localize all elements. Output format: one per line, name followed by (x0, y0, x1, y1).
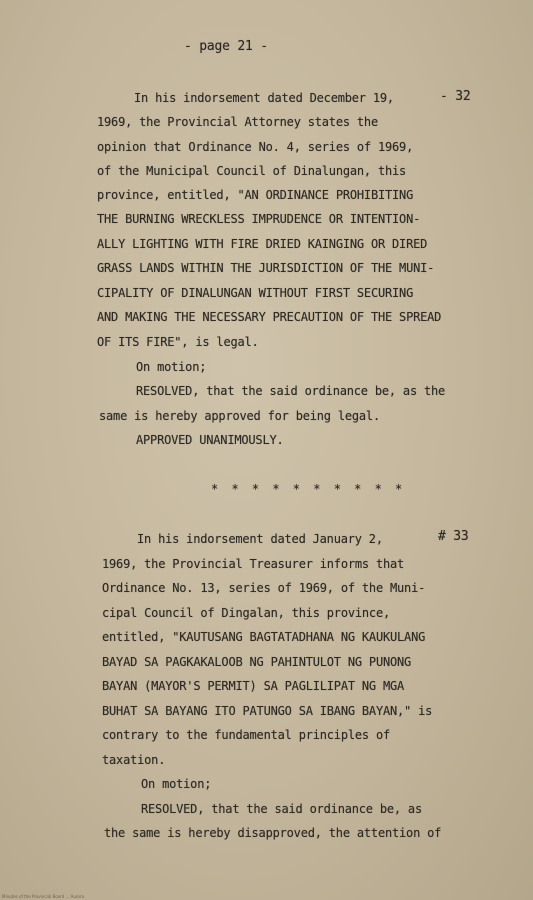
section-33-line-2: 1969, the Provincial Treasurer informs that (102, 557, 405, 571)
page-header: - page 21 - (184, 39, 268, 54)
section-32-line-12: On motion; (136, 360, 207, 374)
section-32-line-6: THE BURNING WRECKLESS IMPRUDENCE OR INTENTION- (97, 212, 421, 226)
section-33-line-7: BAYAN (MAYOR'S PERMIT) SA PAGLILIPAT NG MGA (102, 679, 405, 693)
section-32-line-7: ALLY LIGHTING WITH FIRE DRIED KAINGING OR DIRED (97, 237, 428, 251)
section-32-line-9: CIPALITY OF DINALUNGAN WITHOUT FIRST SECURING (97, 286, 414, 300)
section-33-line-1: In his indorsement dated January 2, (137, 532, 383, 546)
section-33-line-3: Ordinance No. 13, series of 1969, of the Muni- (102, 581, 426, 595)
section-32-line-2: 1969, the Provincial Attorney states the (97, 115, 378, 129)
section-33-line-8: BUHAT SA BAYANG ITO PATUNGO SA IBANG BAYAN," is (102, 704, 433, 718)
section-32-line-14: same is hereby approved for being legal. (99, 409, 380, 423)
section-32-line-4: of the Municipal Council of Dinalungan, this (97, 164, 407, 178)
section-33-line-12: RESOLVED, that the said ordinance be, as (141, 802, 422, 816)
section-32-line-13: RESOLVED, that the said ordinance be, as the (136, 384, 446, 398)
section-33-line-6: BAYAD SA PAGKAKALOOB NG PAHINTULOT NG PUNONG (102, 655, 412, 669)
resolution-number-33: # 33 (438, 529, 469, 544)
scan-footer: Minutes of the Provincial Board ... Aurora (2, 894, 84, 899)
section-33-line-9: contrary to the fundamental principles of (102, 728, 391, 742)
section-33-line-10: taxation. (102, 753, 166, 767)
section-32-line-15: APPROVED UNANIMOUSLY. (136, 433, 284, 447)
section-32-line-11: OF ITS FIRE", is legal. (97, 335, 259, 349)
section-32-line-3: opinion that Ordinance No. 4, series of 1969, (97, 140, 414, 154)
section-33-line-5: entitled, "KAUTUSANG BAGTATADHANA NG KAUKULANG (102, 630, 426, 644)
section-33-line-11: On motion; (141, 777, 212, 791)
section-33-line-4: cipal Council of Dingalan, this province, (102, 606, 391, 620)
resolution-number-32: - 32 (440, 89, 471, 104)
section-32-line-5: province, entitled, "AN ORDINANCE PROHIBITING (97, 188, 414, 202)
section-32-line-1: In his indorsement dated December 19, (134, 91, 394, 105)
section-33-line-13: the same is hereby disapproved, the attention of (104, 826, 442, 840)
section-32-line-8: GRASS LANDS WITHIN THE JURISDICTION OF THE MUNI- (97, 261, 435, 275)
section-separator: * * * * * * * * * * (211, 482, 406, 496)
section-32-line-10: AND MAKING THE NECESSARY PRECAUTION OF THE SPREAD (97, 310, 442, 324)
